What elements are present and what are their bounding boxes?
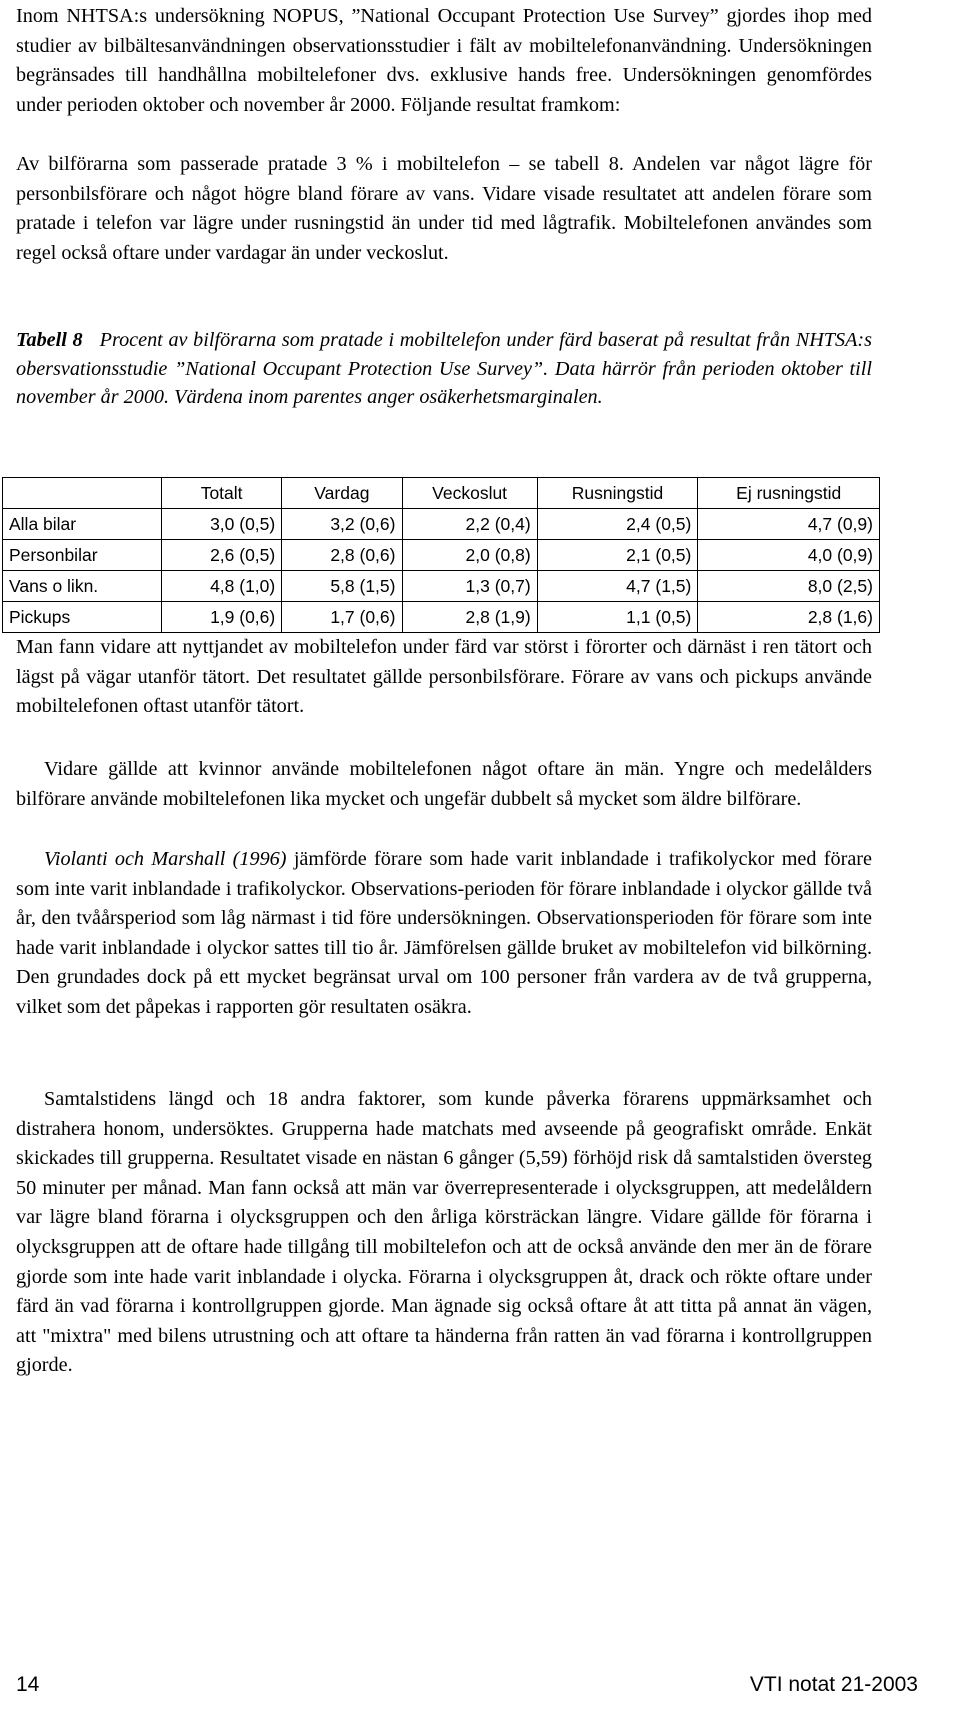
row-label: Vans o likn.: [3, 571, 162, 602]
table-header-totalt: Totalt: [162, 478, 282, 509]
table-cell: 4,7 (1,5): [537, 571, 698, 602]
table-row: [3, 540, 880, 571]
table-cell: 1,1 (0,5): [537, 602, 698, 633]
intro-paragraph-1: Inom NHTSA:s undersökning NOPUS, ”National Occupant Protection Use Survey” gjordes ihop med studier av bilbältesanvändningen observationsstudier i fält av mobiltelefonanvändning. Undersökningen begränsades till handhållna mobiltelefoner dvs. exklusive hands free. Undersökningen genomfördes under perioden oktober och november år 2000. Följande resultat framkom:: [16, 5, 872, 116]
body-paragraph-3: Man fann vidare att nyttjandet av mobiltelefon under färd var störst i förorter och därnäst i ren tätort och lägst på vägar utanför tätort. Det resultatet gällde personbilsförare. Förare av vans och pickups använde mobiltelefonen oftast utanför tätort.: [16, 636, 872, 718]
table-cell: 1,9 (0,6): [162, 602, 282, 633]
table-header-rusningstid: Rusningstid: [537, 478, 698, 509]
table-cell: 2,1 (0,5): [537, 540, 698, 571]
table-cell: 3,0 (0,5): [162, 509, 282, 540]
body-paragraph-5: [16, 845, 872, 1023]
table-row: [3, 509, 880, 540]
body-paragraph-5-text: jämförde förare som hade varit inblandade i trafikolyckor med förare som inte varit inblandade i trafikolyckor. Observations-perioden för förare inblandade i olyckor gällde två år, den tvåårsperiod som låg närmast i tid före undersökningen. Observationsperioden för förare som inte hade varit inblandade i olyckor sattes till tio år. Jämförelsen gällde bruket av mobiltelefon vid bilkörning. Den grundades dock på ett mycket begränsat urval om 100 personer från vardera av de två grupperna, vilket som det påpekas i rapporten gör resultaten osäkra.: [16, 848, 872, 1018]
body-paragraph-4-text: Vidare gällde att kvinnor använde mobiltelefonen något oftare än män. Yngre och medelålders bilförare använde mobiltelefonen lika mycket och ungefär dubbelt så mycket som äldre bilförare.: [16, 758, 872, 810]
table-header-vardag: Vardag: [282, 478, 402, 509]
body-paragraph-6-text: Samtalstidens längd och 18 andra faktorer, som kunde påverka förarens uppmärksamhet och distrahera honom, undersöktes. Grupperna hade matchats med avseende på geografiskt område. Enkät skickades till grupperna. Resultatet visade en nästan 6 gånger (5,59) förhöjd risk då samtalstiden översteg 50 minuter per månad. Man fann också att män var överrepresenterade i olycksgruppen, att medelåldern var lägre bland förarna i olycksgruppen och den årliga körsträckan längre. Vidare gällde för förarna i olycksgruppen att de oftare hade tillgång till mobiltelefon och att de också använde den mer än de förare gjorde som inte hade varit inblandade i olycka. Förarna i olycksgruppen åt, drack och rökte oftare under färd än vad förarna i kontrollgruppen gjorde. Man ägnade sig också oftare åt att titta på annat än vägen, att "mixtra" med bilens utrustning och att oftare ta händerna från ratten än vad förarna i kontrollgruppen gjorde.: [16, 1088, 872, 1377]
table-cell: 2,8 (1,9): [402, 602, 537, 633]
report-id: VTI notat 21-2003: [749, 1673, 918, 1696]
table-cell: 2,6 (0,5): [162, 540, 282, 571]
row-label: Pickups: [3, 602, 162, 633]
table-cell: 2,8 (1,6): [698, 602, 880, 633]
table-cell: 3,2 (0,6): [282, 509, 402, 540]
row-label: Personbilar: [3, 540, 162, 571]
table-cell: 2,0 (0,8): [402, 540, 537, 571]
table-header-veckoslut: Veckoslut: [402, 478, 537, 509]
row-label: Alla bilar: [3, 509, 162, 540]
table-header-row: [3, 478, 880, 509]
table-cell: 8,0 (2,5): [698, 571, 880, 602]
citation-reference: Violanti och Marshall (1996): [44, 848, 287, 870]
table-row: [3, 571, 880, 602]
table-cell: 4,0 (0,9): [698, 540, 880, 571]
table-cell: 5,8 (1,5): [282, 571, 402, 602]
intro-paragraph-2: Av bilförarna som passerade pratade 3 % i mobiltelefon – se tabell 8. Andelen var något lägre för personbilsförare och något högre bland förare av vans. Vidare visade resultatet att andelen förare som pratade i telefon var lägre under rusningstid än under tid med lågtrafik. Mobiltelefonen användes som regel också oftare under vardagar än under veckoslut.: [16, 153, 872, 264]
table-cell: 4,7 (0,9): [698, 509, 880, 540]
table-caption-text: Procent av bilförarna som pratade i mobiltelefon under färd baserat på resultat från NHTSA:s obersvationsstudie ”National Occupant Protection Use Survey”. Data härrör från perioden oktober till november år 2000. Värdena inom parentes anger osäkerhetsmarginalen.: [16, 329, 873, 408]
table-row: [3, 602, 880, 633]
table-caption: [16, 326, 872, 412]
table-header-ej-rusningstid: Ej rusningstid: [698, 478, 880, 509]
table-caption-label: Tabell 8: [16, 329, 83, 351]
table-cell: 2,2 (0,4): [402, 509, 537, 540]
results-table: [2, 477, 880, 633]
table-cell: 1,7 (0,6): [282, 602, 402, 633]
body-paragraph-4: [16, 755, 872, 814]
table-header-corner: [3, 478, 162, 509]
table-cell: 4,8 (1,0): [162, 571, 282, 602]
body-paragraph-6: [16, 1085, 872, 1381]
table-cell: 1,3 (0,7): [402, 571, 537, 602]
table-cell: 2,8 (0,6): [282, 540, 402, 571]
table-cell: 2,4 (0,5): [537, 509, 698, 540]
page-number: 14: [16, 1673, 40, 1696]
